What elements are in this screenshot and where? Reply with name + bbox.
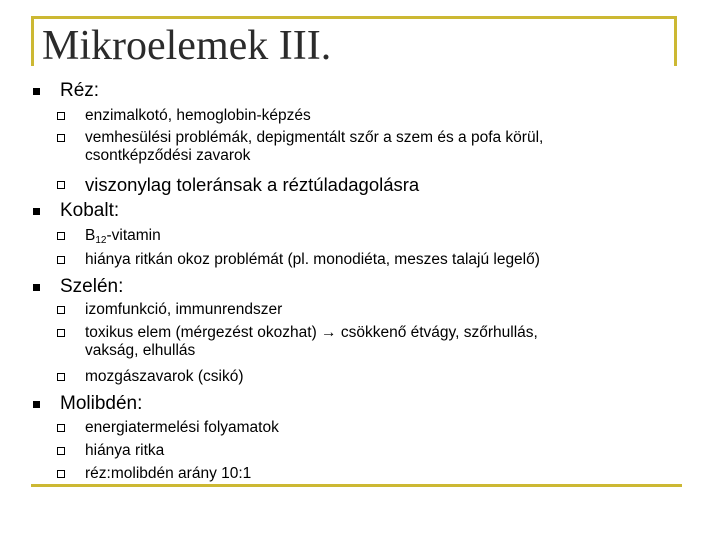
sub-bullet [85, 174, 419, 196]
hollow-square-bullet-icon [57, 256, 65, 264]
square-bullet-icon [33, 401, 40, 408]
vitamin-subscript: 12 [95, 235, 107, 246]
bullet-label: Molibdén: [60, 393, 143, 414]
sub-bullet-text: hiánya ritkán okoz problémát (pl. monodiéta, meszes talajú legelő) [85, 251, 540, 268]
slide-title: Mikroelemek III. [42, 23, 332, 69]
bullet-cobalt [60, 200, 119, 222]
sub-bullet-text: vakság, elhullás [85, 342, 196, 359]
sub-bullet-text: hiánya ritka [85, 442, 165, 459]
hollow-square-bullet-icon [57, 424, 65, 432]
sub-bullet [85, 251, 540, 269]
bullet-label: Kobalt: [60, 200, 120, 221]
sub-bullet-text: csontképződési zavarok [85, 147, 251, 164]
hollow-square-bullet-icon [57, 134, 65, 142]
sub-bullet-text [85, 227, 161, 245]
hollow-square-bullet-icon [57, 373, 65, 381]
bullet-label: Réz: [60, 80, 100, 101]
square-bullet-icon [33, 88, 40, 95]
sub-bullet [85, 227, 161, 245]
sub-bullet-text: vemhesülési problémák, depigmentált szőr a szem és a pofa körül, [85, 129, 544, 146]
bullet-copper [60, 80, 99, 102]
hollow-square-bullet-icon [57, 470, 65, 478]
hollow-square-bullet-icon [57, 232, 65, 240]
sub-bullet-text: viszonylag toleránsak a réztúladagolásra [85, 174, 420, 195]
hollow-square-bullet-icon [57, 306, 65, 314]
vitamin-suffix: -vitamin [106, 227, 161, 244]
sub-bullet-text: toxikus elem (mérgezést okozhat) → csökkenő étvágy, szőrhullás, [85, 324, 538, 341]
square-bullet-icon [33, 208, 40, 215]
hollow-square-bullet-icon [57, 447, 65, 455]
sub-bullet [85, 129, 543, 165]
sub-bullet-text: mozgászavarok (csikó) [85, 368, 244, 385]
sub-bullet [85, 419, 279, 437]
bullet-label: Szelén: [60, 276, 124, 297]
bullet-selenium [60, 276, 123, 298]
hollow-square-bullet-icon [57, 329, 65, 337]
sub-bullet [85, 301, 282, 319]
sub-bullet-text: energiatermelési folyamatok [85, 419, 279, 436]
sub-bullet [85, 465, 251, 483]
sub-bullet [85, 442, 164, 460]
square-bullet-icon [33, 284, 40, 291]
sub-bullet [85, 324, 538, 360]
sub-bullet [85, 368, 244, 386]
sub-bullet-text: izomfunkció, immunrendszer [85, 301, 283, 318]
hollow-square-bullet-icon [57, 112, 65, 120]
sub-bullet-text: enzimalkotó, hemoglobin-képzés [85, 107, 311, 124]
vitamin-letter: B [85, 227, 96, 244]
sub-bullet-text: réz:molibdén arány 10:1 [85, 465, 252, 482]
sub-bullet [85, 107, 311, 125]
hollow-square-bullet-icon [57, 181, 65, 189]
bullet-molybdenum [60, 393, 142, 415]
